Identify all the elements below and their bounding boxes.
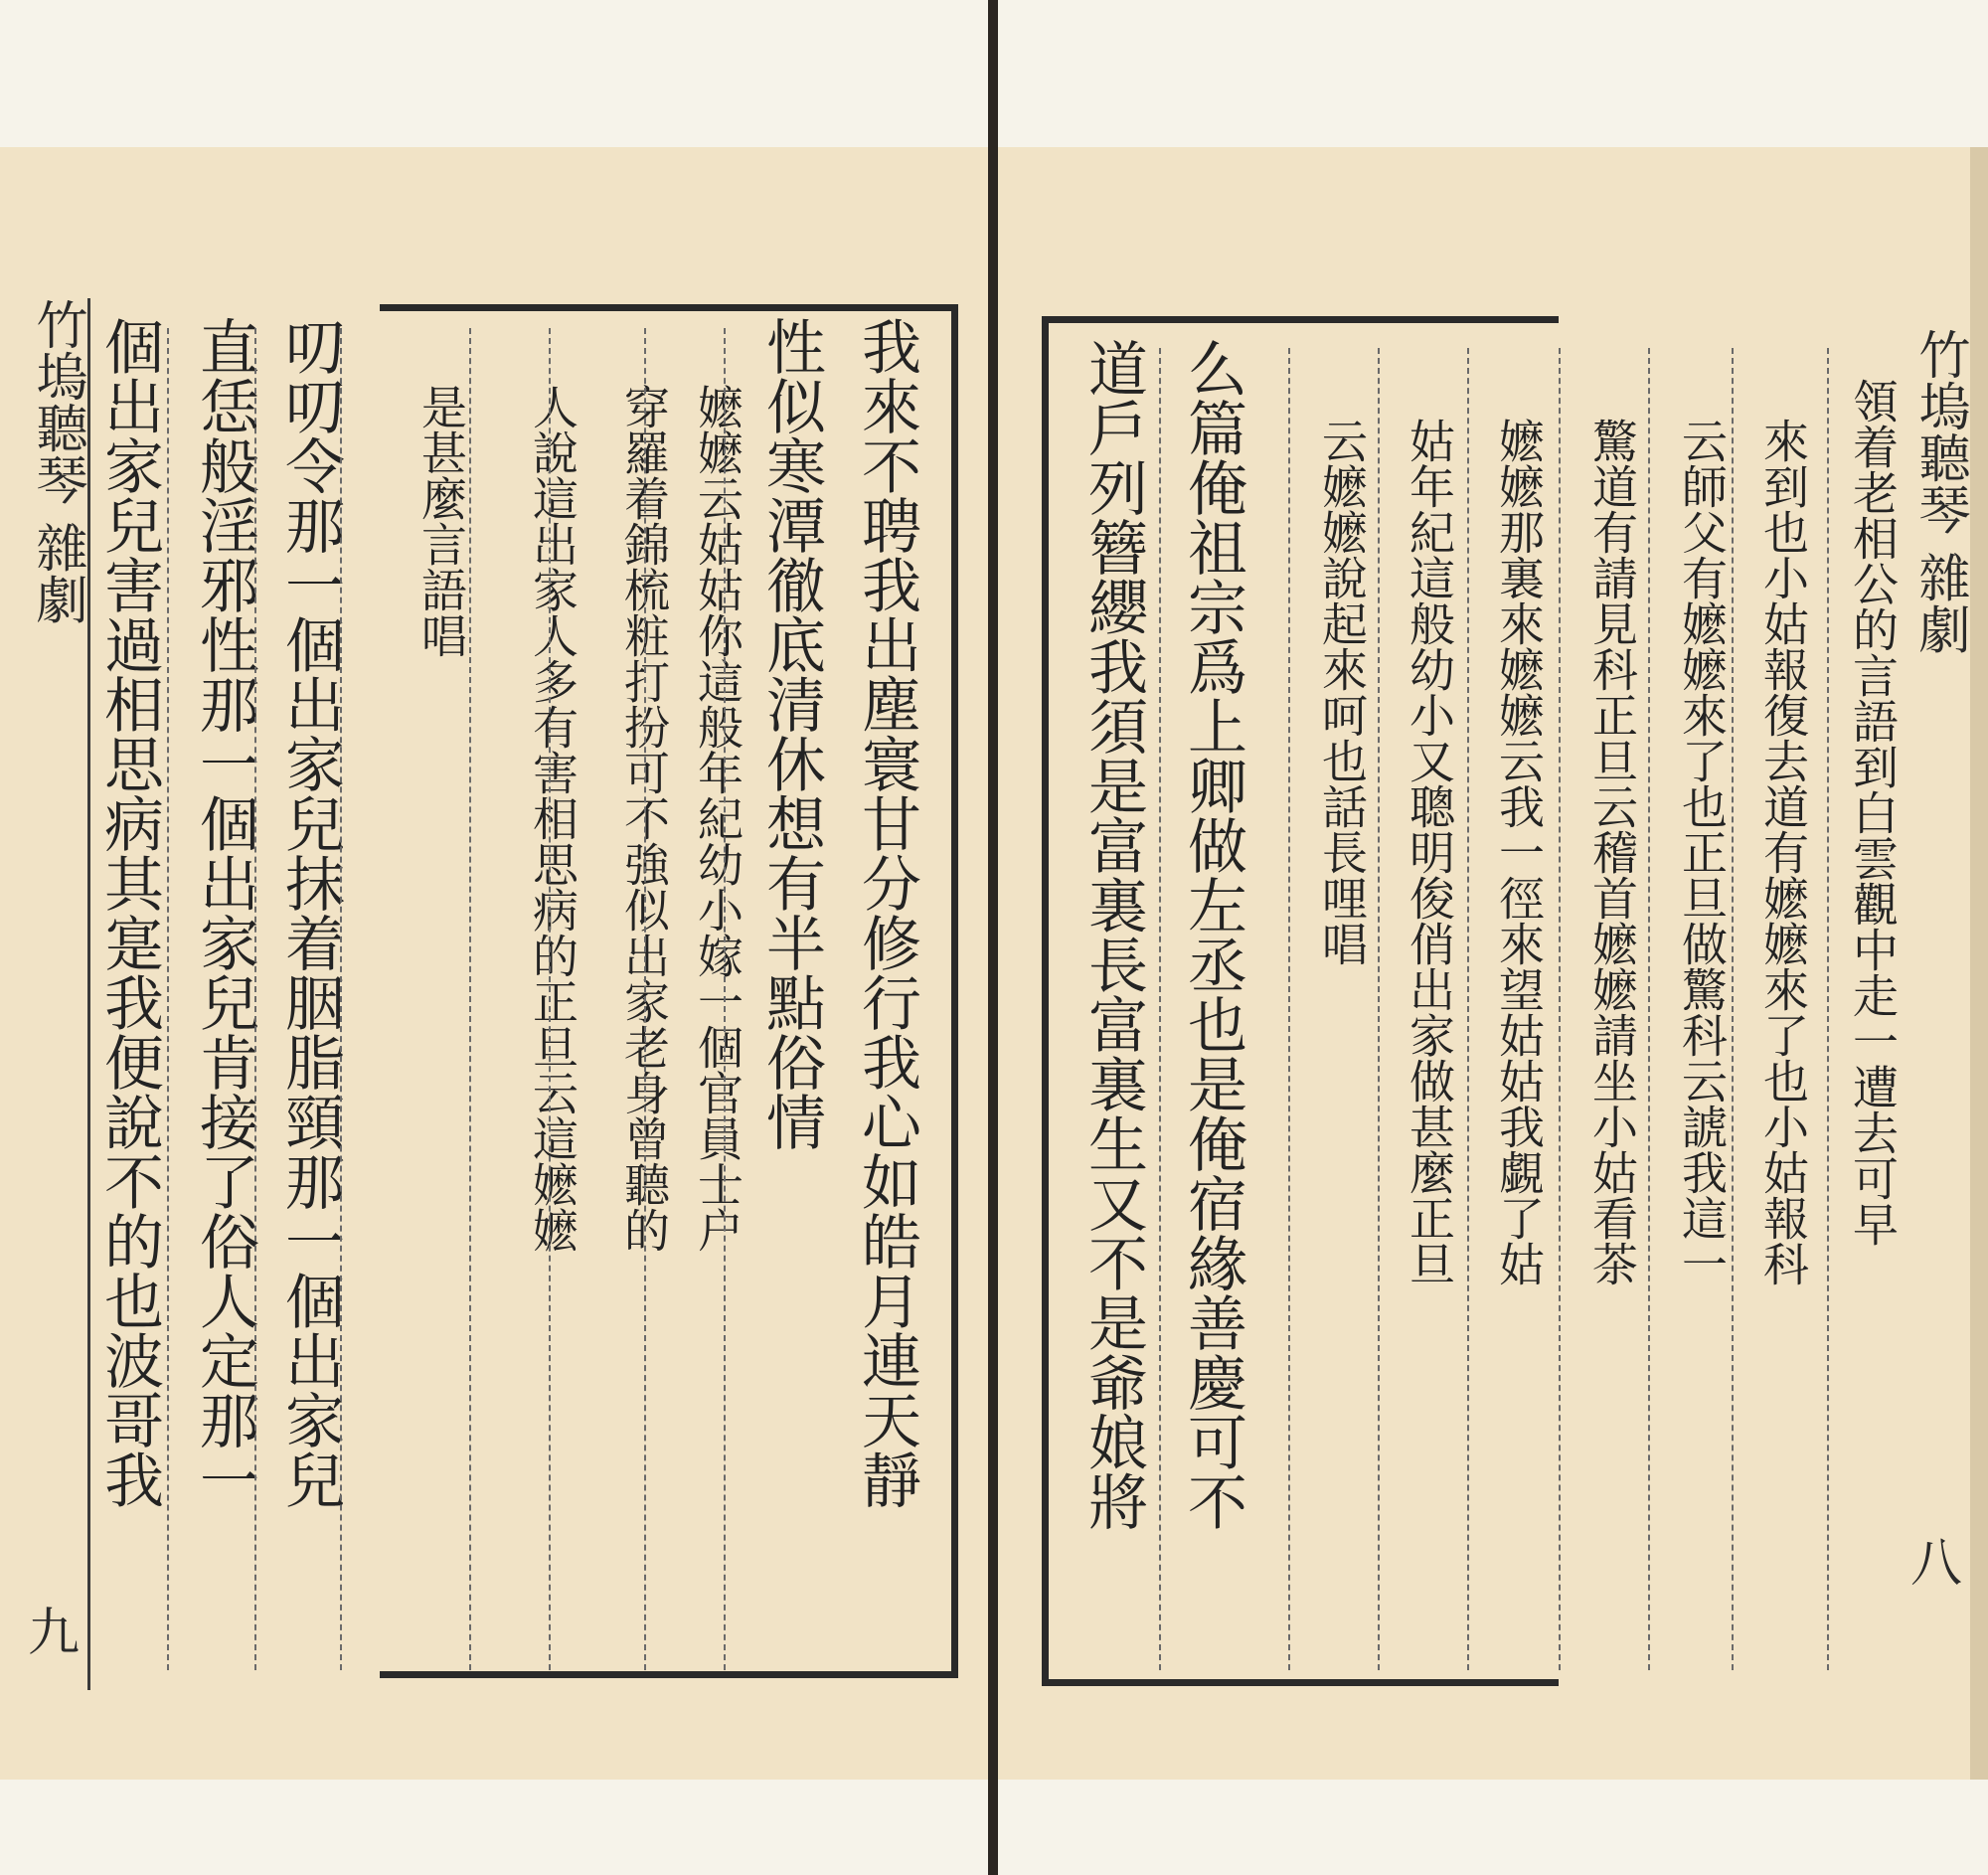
text-column: 人說這出家人多有害相思病的正旦云這嬷嬷 — [526, 384, 580, 1253]
text-column: 姑年紀這般幼小又聰明俊俏出家做甚麼正旦 — [1403, 418, 1456, 1286]
column-rule — [1559, 348, 1561, 1670]
column-rule — [549, 328, 551, 1670]
column-rule — [469, 328, 471, 1670]
text-column: 性似寒潭徹底清休想有半點俗情 — [756, 316, 826, 1151]
column-rule — [644, 328, 646, 1670]
column-rule — [254, 328, 256, 1670]
column-rule — [1288, 348, 1290, 1670]
text-column: 云師父有嬷嬷來了也正旦做驚科云諕我這一 — [1675, 418, 1729, 1286]
text-column: 我來不聘我出塵寰甘分修行我心如皓月連天靜 — [852, 316, 921, 1509]
text-column: 嬷嬷云姑姑你這般年紀幼小嫁一個官員士户 — [691, 384, 745, 1253]
column-rule — [1732, 348, 1734, 1670]
text-column: 直恁般淫邪性那一個出家兒肯接了俗人定那一 — [190, 316, 259, 1509]
left-top-margin — [0, 0, 988, 147]
text-column: 是甚麼言語唱 — [414, 384, 468, 658]
column-rule — [724, 328, 726, 1670]
column-rule — [167, 328, 169, 1670]
right-rail-page-number: 八 — [1909, 1534, 1962, 1594]
text-column: 穿羅着錦梳粧打扮可不強似出家老身曾聽的 — [617, 384, 671, 1253]
text-column: 嬷嬷那裏來嬷嬷云我一徑來望姑姑我覷了姑 — [1492, 418, 1546, 1286]
right-rail-title: 竹塢聽琴 雜劇 — [1909, 328, 1969, 655]
column-rule — [1467, 348, 1469, 1670]
column-rule — [1648, 348, 1650, 1670]
column-rule — [1827, 348, 1829, 1670]
column-rule — [340, 328, 342, 1670]
left-bottom-margin — [0, 1780, 988, 1875]
text-column: 道戶列簪纓我須是富裏長富裏生又不是爺娘將 — [1078, 338, 1148, 1531]
right-bottom-margin — [998, 1780, 1988, 1875]
text-column: 來到也小姑報復去道有嬷嬷來了也小姑報科 — [1756, 418, 1810, 1286]
text-column: 驚道有請見科正旦云稽首嬷嬷請坐小姑看茶 — [1585, 418, 1639, 1286]
text-column: 么篇俺祖宗爲上卿做左丞也是俺宿緣善慶可不 — [1178, 338, 1247, 1531]
left-rail-title: 竹塢聽琴 雜劇 — [27, 298, 86, 625]
left-rail-page-number: 九 — [27, 1604, 80, 1663]
right-top-margin — [998, 0, 1988, 147]
text-column: 云嬷嬷說起來呵也話長哩唱 — [1315, 418, 1369, 966]
text-column: 個出家兒害過相思病其寔我便說不的也波哥我 — [94, 316, 164, 1509]
column-rule — [1378, 348, 1380, 1670]
text-column: 領着老相公的言語到白雲觀中走一遭去可早 — [1846, 378, 1900, 1247]
text-column: 叨叨令那一個出家兒抹着胭脂頸那一個出家兒 — [275, 316, 345, 1509]
column-rule — [1159, 348, 1161, 1670]
book-gutter — [988, 0, 998, 1875]
page-edge — [1970, 147, 1988, 1780]
